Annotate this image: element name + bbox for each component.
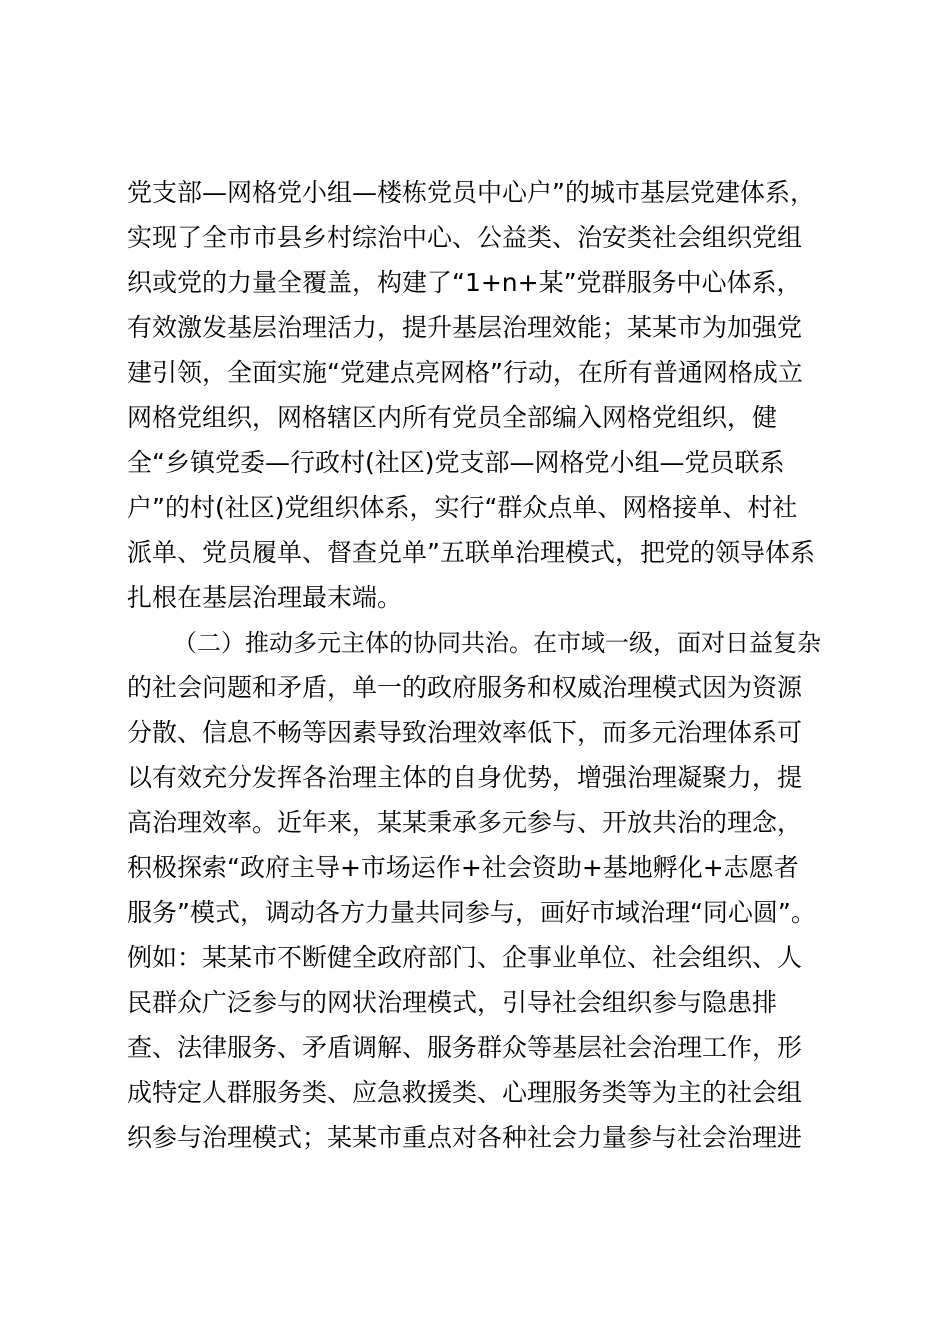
paragraph-2-line-4: 以有效充分发挥各治理主体的自身优势，增强治理凝聚力，提 (127, 763, 803, 792)
paragraph-1-line-4: 有效激发基层治理活力，提升基层治理效能；某某市为加强党 (127, 313, 803, 342)
paragraph-1-line-7: 全“乡镇党委—行政村(社区)党支部—网格党小组—党员联系 (127, 448, 785, 477)
paragraph-2-line-1: （二）推动多元主体的协同共治。在市域一级，面对日益复杂 (173, 629, 821, 657)
paragraph-2-line-2: 的社会问题和矛盾，单一的政府服务和权威治理模式因为资源 (127, 673, 803, 702)
paragraph-2-line-9: 民群众广泛参与的网状治理模式，引导社会组织参与隐患排 (127, 988, 778, 1017)
paragraph-2-line-8: 例如：某某市不断健全政府部门、企事业单位、社会组织、人 (127, 943, 803, 972)
paragraph-1-line-8: 户”的村(社区)党组织体系，实行“群众点单、网格接单、村社 (127, 493, 798, 522)
paragraph-1-line-1: 党支部—网格党小组—楼栋党员中心户”的城市基层党建体系， (127, 178, 815, 207)
paragraph-1-line-3: 织或党的力量全覆盖，构建了“1+n+某”党群服务中心体系， (127, 268, 802, 297)
paragraph-2-line-12: 织参与治理模式；某某市重点对各种社会力量参与社会治理进 (127, 1123, 803, 1152)
paragraph-1-line-6: 网格党组织，网格辖区内所有党员全部编入网格党组织，健 (127, 403, 778, 432)
paragraph-2-line-11: 成特定人群服务类、应急救援类、心理服务类等为主的社会组 (127, 1078, 803, 1107)
paragraph-2-line-6: 积极探索“政府主导+市场运作+社会资助+基地孵化+志愿者 (127, 853, 799, 882)
paragraph-1-line-5: 建引领，全面实施“党建点亮网格”行动，在所有普通网格成立 (127, 358, 803, 387)
paragraph-1-line-9: 派单、党员履单、督查兑单”五联单治理模式，把党的领导体系 (127, 538, 815, 567)
paragraph-1-line-2: 实现了全市市县乡村综治中心、公益类、治安类社会组织党组 (127, 223, 803, 252)
paragraph-2-line-10: 查、法律服务、矛盾调解、服务群众等基层社会治理工作，形 (127, 1033, 803, 1062)
paragraph-2-line-7: 服务”模式，调动各方力量共同参与，画好市域治理“同心圆”。 (127, 898, 816, 927)
paragraph-2-line-3: 分散、信息不畅等因素导致治理效率低下，而多元治理体系可 (127, 718, 803, 747)
paragraph-2-line-5: 高治理效率。近年来，某某秉承多元参与、开放共治的理念， (127, 808, 803, 837)
paragraph-1-line-10: 扎根在基层治理最末端。 (127, 583, 403, 612)
